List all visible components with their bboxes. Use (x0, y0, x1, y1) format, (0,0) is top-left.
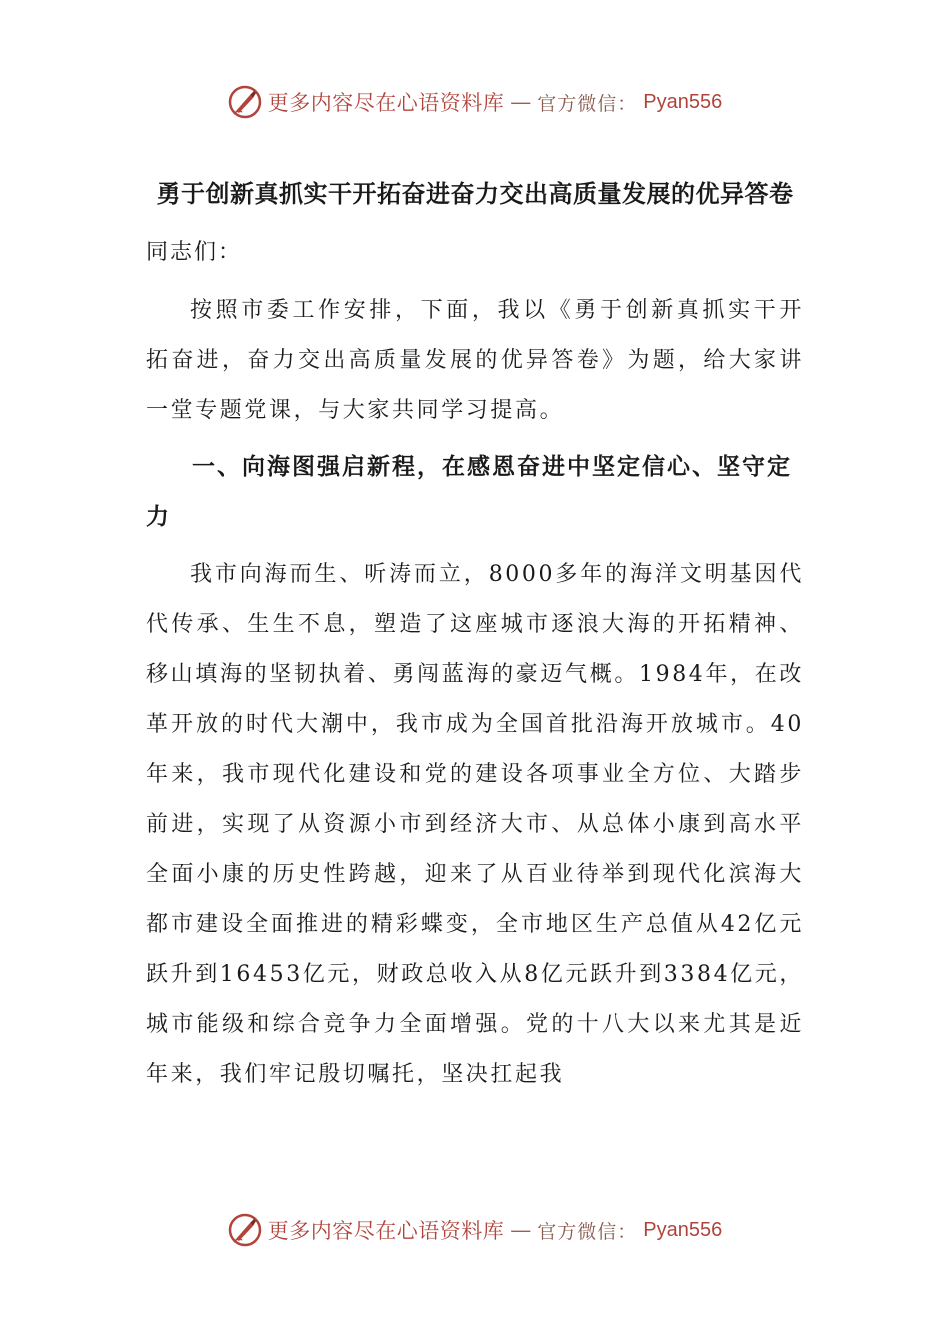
pen-logo-icon (228, 1213, 262, 1247)
wechat-label: 官方微信： (537, 1220, 638, 1243)
intro-paragraph: 按照市委工作安排，下面，我以《勇于创新真抓实干开拓奋进，奋力交出高质量发展的优异答卷》为题，给大家讲一堂专题党课，与大家共同学习提高。 (146, 298, 804, 423)
library-brand-text: 更多内容尽在心语资料库 (267, 1219, 505, 1243)
wechat-id: Pyan556 (643, 1218, 723, 1241)
document-title: 勇于创新真抓实干开拓奋进奋力交出高质量发展的优异答卷 (156, 180, 794, 208)
wechat-label: 官方微信： (537, 92, 638, 115)
pen-logo-icon (228, 85, 262, 119)
section-heading: 一、向海图强启新程，在感恩奋进中坚定信心、坚守定力 (146, 454, 792, 530)
header-banner (0, 82, 950, 122)
document-body (146, 168, 804, 1100)
banner-dash: — (510, 1218, 532, 1242)
footer-banner (0, 1210, 950, 1250)
banner-dash: — (510, 90, 532, 114)
library-brand-text: 更多内容尽在心语资料库 (267, 91, 505, 115)
body-paragraph: 我市向海而生、听涛而立，8000多年的海洋文明基因代代传承、生生不息，塑造了这座城市逐浪大海的开拓精神、移山填海的坚韧执着、勇闯蓝海的豪迈气概。1984年，在改革开放的时代大潮中，我市成为全国首批沿海开放城市。40年来，我市现代化建设和党的建设各项事业全方位、大踏步前进，实现了从资源小市到经济大市、从总体小康到高水平全面小康的历史性跨越，迎来了从百业待举到现代化滨海大都市建设全面推进的精彩蝶变，全市地区生产总值从42亿元跃升到16453亿元，财政总收入从8亿元跃升到3384亿元，城市能级和综合竞争力全面增强。党的十八大以来尤其是近年来，我们牢记殷切嘱托，坚决扛起我 (146, 562, 804, 1087)
wechat-id: Pyan556 (643, 90, 723, 113)
salutation: 同志们： (146, 240, 243, 265)
